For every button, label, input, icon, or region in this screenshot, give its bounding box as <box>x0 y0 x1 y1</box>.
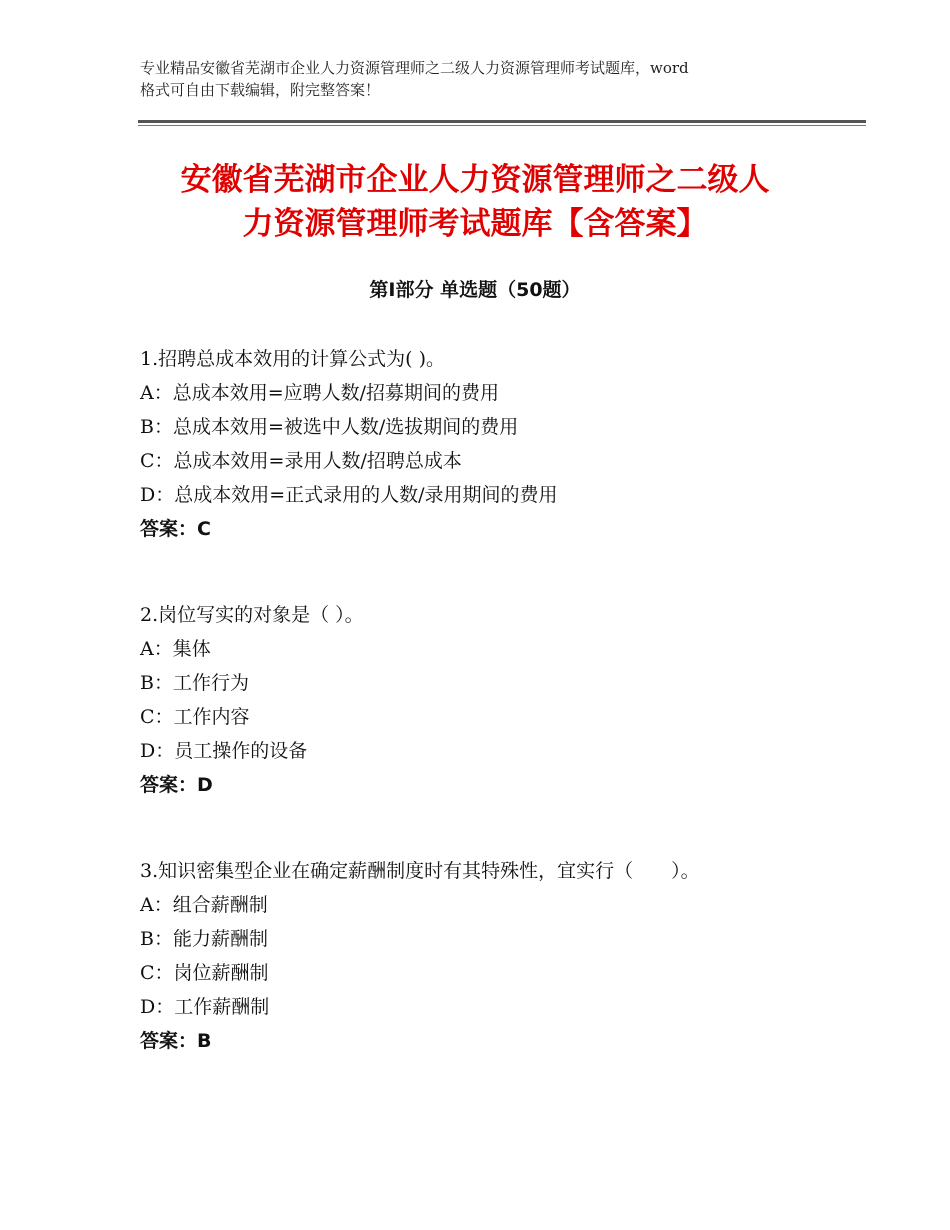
question-3 <box>140 854 860 1058</box>
document-title <box>100 158 850 246</box>
answer: 答案：C <box>140 518 211 540</box>
document-title-line-1: 安徽省芜湖市企业人力资源管理师之二级人 <box>180 162 770 198</box>
option-b: B：总成本效用=被选中人数/选拔期间的费用 <box>140 416 519 438</box>
question-stem: 3.知识密集型企业在确定薪酬制度时有其特殊性，宜实行（ ）。 <box>140 860 700 882</box>
question-1 <box>140 342 860 546</box>
option-a: A：集体 <box>140 638 211 660</box>
section-title: 第Ⅰ部分 单选题（50题） <box>369 279 581 301</box>
option-b: B：能力薪酬制 <box>140 928 268 950</box>
option-a: A：组合薪酬制 <box>140 894 268 916</box>
header-line-2: 格式可自由下载编辑，附完整答案！ <box>140 81 381 99</box>
option-c: C：总成本效用=录用人数/招聘总成本 <box>140 450 462 472</box>
answer: 答案：B <box>140 1030 212 1052</box>
option-d: D：工作薪酬制 <box>140 996 270 1018</box>
header-line-1: 专业精品安徽省芜湖市企业人力资源管理师之二级人力资源管理师考试题库，word <box>140 59 689 77</box>
option-d: D：总成本效用=正式录用的人数/录用期间的费用 <box>140 484 558 506</box>
document-title-line-2: 力资源管理师考试题库【含答案】 <box>242 206 708 242</box>
option-d: D：员工操作的设备 <box>140 740 308 762</box>
option-c: C：工作内容 <box>140 706 250 728</box>
option-b: B：工作行为 <box>140 672 249 694</box>
question-stem: 1.招聘总成本效用的计算公式为( )。 <box>140 348 445 370</box>
question-list <box>140 342 860 1110</box>
option-c: C：岗位薪酬制 <box>140 962 269 984</box>
option-a: A：总成本效用=应聘人数/招募期间的费用 <box>140 382 500 404</box>
header-rule-thin <box>138 125 866 126</box>
question-stem: 2.岗位写实的对象是（ ）。 <box>140 604 364 626</box>
header-rule-thick <box>138 120 866 123</box>
answer: 答案：D <box>140 774 213 796</box>
question-2 <box>140 598 860 802</box>
header-note <box>140 57 830 101</box>
